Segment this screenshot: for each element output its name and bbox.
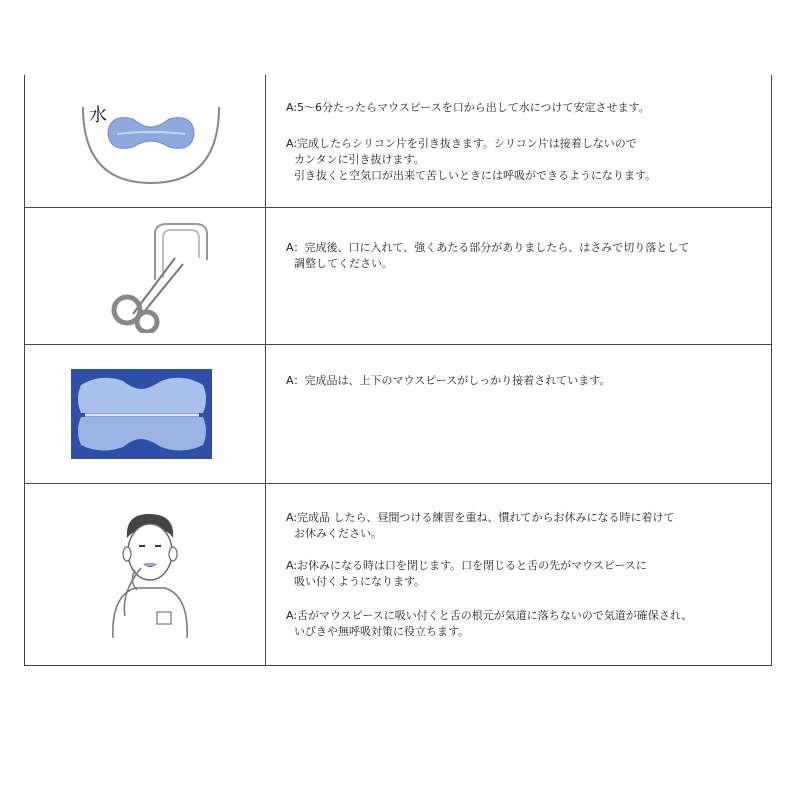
instruction-paragraph xyxy=(286,558,756,590)
table-row xyxy=(25,484,771,665)
finished-mouthpiece-photo xyxy=(71,369,212,459)
instruction-paragraph xyxy=(286,608,756,640)
text-cell xyxy=(266,484,771,665)
instruction-line: カンタンに引き抜けます。 xyxy=(294,153,425,166)
instruction-line: A:舌がマウスピースに吸い付くと舌の根元が気道に落ちないので気道が確保され、 xyxy=(286,609,693,622)
instruction-line: A：完成後、口に入れて、強くあたる部分がありましたら、はさみで切り落として xyxy=(286,241,690,254)
instruction-line: A:5～6分たったらマウスピースを口から出して水につけて安定させます。 xyxy=(286,101,650,114)
table-row xyxy=(25,345,771,484)
instruction-line: いびきや無呼吸対策に役立ちます。 xyxy=(294,625,470,638)
instruction-paragraph xyxy=(286,510,756,542)
instruction-table xyxy=(24,75,772,666)
table-row xyxy=(25,208,771,345)
text-cell xyxy=(266,75,771,207)
image-cell xyxy=(25,208,266,344)
image-cell xyxy=(25,75,266,207)
instruction-paragraph xyxy=(286,240,756,272)
table-row xyxy=(25,75,771,208)
instruction-line: A:完成品 したら、昼間つける練習を重ね、慣れてからお休みになる時に着けて xyxy=(286,511,675,524)
instruction-line: A：完成品は、上下のマウスピースがしっかり接着されています。 xyxy=(286,374,611,387)
instruction-paragraph xyxy=(286,373,756,389)
instruction-line: 引き抜くと空気口が出来て苦しいときには呼吸ができるようになります。 xyxy=(294,169,657,182)
text-cell xyxy=(266,345,771,483)
image-cell xyxy=(25,484,266,665)
water-bowl-illustration xyxy=(81,97,221,187)
instruction-paragraph xyxy=(286,136,756,184)
instruction-line: 調整してください。 xyxy=(294,257,393,270)
instruction-line: 吸い付くようになります。 xyxy=(294,575,426,588)
instruction-paragraph xyxy=(286,100,756,116)
text-cell xyxy=(266,208,771,344)
man-wearing-mouthpiece-illustration xyxy=(105,508,195,638)
scissors-icon xyxy=(83,218,223,333)
water-label: 水 xyxy=(89,105,107,126)
instruction-line: A:お休みになる時は口を閉じます。口を閉じると舌の先がマウスピースに xyxy=(286,559,647,572)
image-cell xyxy=(25,345,266,483)
instruction-line: A:完成したらシリコン片を引き抜きます。シリコン片は接着しないので xyxy=(286,137,637,150)
instruction-line: お休みください。 xyxy=(294,527,382,540)
